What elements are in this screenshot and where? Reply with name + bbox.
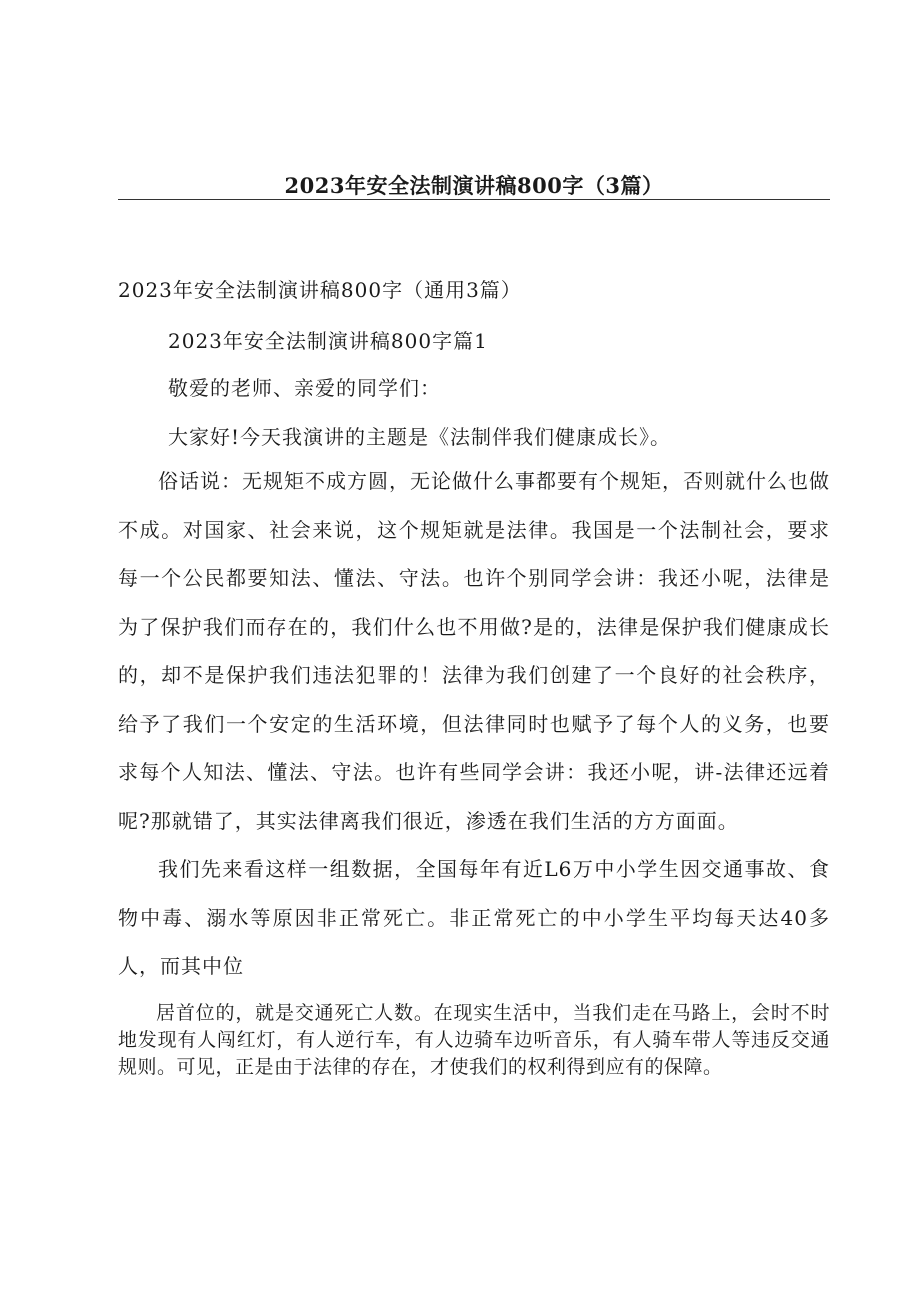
document-subtitle: 2023年安全法制演讲稿800字（通用3篇） xyxy=(118,278,522,302)
body-paragraph: 居首位的，就是交通死亡人数。在现实生活中，当我们走在马路上，会时不时地发现有人闯红灯，有人逆行车，有人边骑车边听音乐，有人骑车带人等违反交通规则。可见，正是由于法律的存在，才使我们的权利得到应有的保障。 xyxy=(118,1002,830,1078)
salutation: 敬爱的老师、亲爱的同学们： xyxy=(168,376,441,400)
document-title: 2023年安全法制演讲稿800字（3篇） xyxy=(284,173,664,198)
section-heading: 2023年安全法制演讲稿800字篇1 xyxy=(168,329,488,353)
body-paragraph: 俗话说：无规矩不成方圆，无论做什么事都要有个规矩，否则就什么也做不成。对国家、社会来说，这个规矩就是法律。我国是一个法制社会，要求每一个公民都要知法、懂法、守法。也许个别同学会讲：我还小呢，法律是为了保护我们而存在的，我们什么也不用做?是的，法律是保护我们健康成长的，却不是保护我们违法犯罪的！法律为我们创建了一个良好的社会秩序，给予了我们一个安定的生活环境，但法律同时也赋予了每个人的义务，也要求每个人知法、懂法、守法。也许有些同学会讲：我还小呢，讲-法律还远着呢?那就错了，其实法律离我们很近，渗透在我们生活的方方面面。 xyxy=(118,469,830,833)
title-underline xyxy=(118,199,830,200)
greeting: 大家好!今天我演讲的主题是《法制伴我们健康成长》。 xyxy=(168,425,672,449)
body-paragraph: 我们先来看这样一组数据，全国每年有近L6万中小学生因交通事故、食物中毒、溺水等原因非正常死亡。非正常死亡的中小学生平均每天达40多人，而其中位 xyxy=(118,857,830,978)
